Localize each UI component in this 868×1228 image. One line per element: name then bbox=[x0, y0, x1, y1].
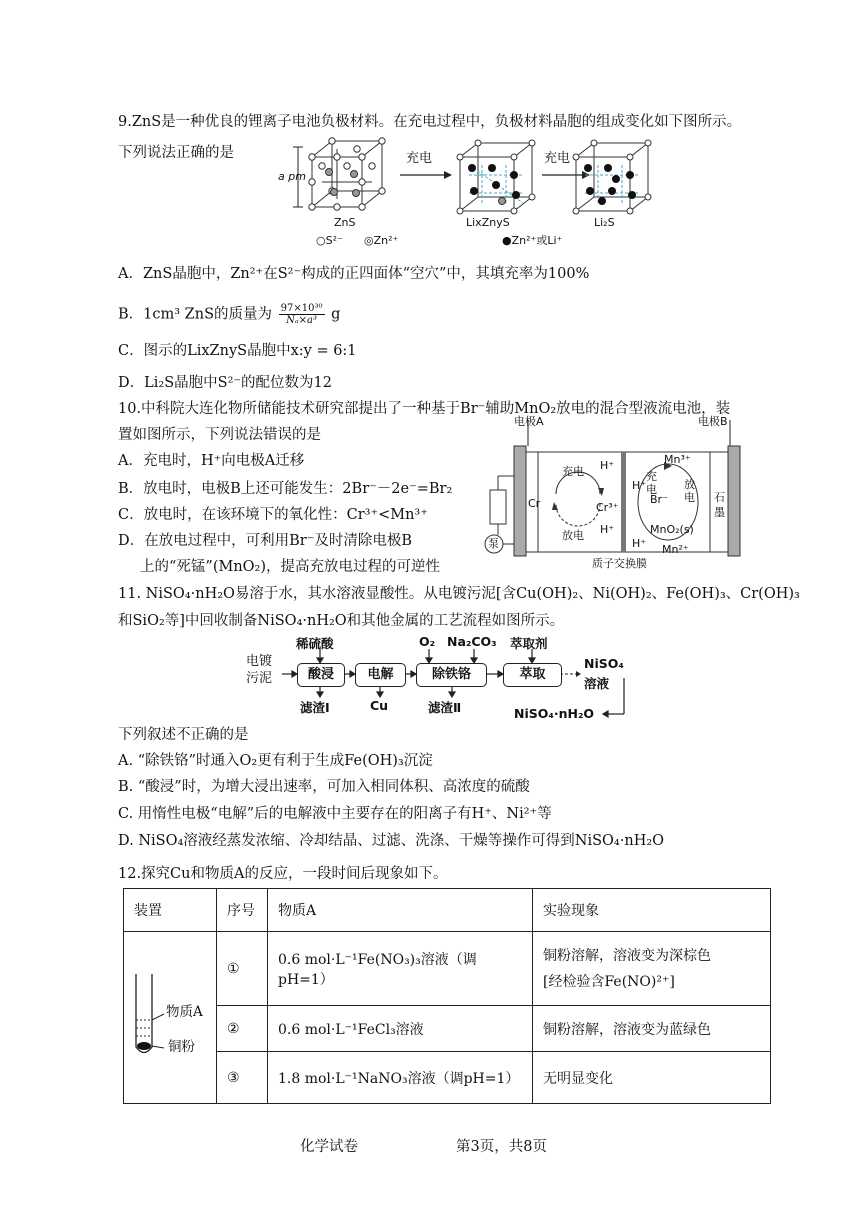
q10-stem-line1: 10.中科院大连化物所储能技术研究部提出了一种基于Br⁻辅助MnO₂放电的混合型液流电池，装 bbox=[118, 401, 731, 417]
footer-page-number: 第3页，共8页 bbox=[456, 1139, 547, 1155]
q11-option-d: D. NiSO₄溶液经蒸发浓缩、冷却结晶、过滤、洗涤、干燥等操作可得到NiSO₄·nH₂O bbox=[118, 833, 665, 849]
charge-label: 充电 bbox=[562, 465, 584, 478]
flow-residue-2: 滤渣Ⅱ bbox=[428, 700, 462, 715]
row-1-substance: 0.6 mol·L⁻¹Fe(NO₃)₃溶液（调pH=1） bbox=[268, 932, 533, 1006]
q9-stem-line1: 9.ZnS是一种优良的锂离子电池负极材料。在充电过程中，负极材料晶胞的组成变化如下图所示。 bbox=[118, 114, 742, 130]
cell-label-lixznys: LixZnyS bbox=[466, 216, 510, 229]
flow-input-line1: 电镀 bbox=[246, 654, 273, 669]
discharge-label: 放电 bbox=[562, 529, 584, 542]
flow-output-solution: 溶液 bbox=[584, 676, 610, 691]
mno2-label: MnO₂(s) bbox=[650, 523, 694, 536]
legend-zinc: ◎Zn²⁺ bbox=[364, 234, 399, 247]
fraction-denominator: Nₐ×a³ bbox=[286, 315, 317, 326]
q11-option-a: A. “除铁铬”时通入O₂更有利于生成Fe(OH)₃沉淀 bbox=[118, 753, 433, 769]
row-2-substance: 0.6 mol·L⁻¹FeCl₃溶液 bbox=[268, 1006, 533, 1052]
q10-option-a: A．充电时，H⁺向电极A迁移 bbox=[118, 453, 305, 469]
q11-stem-line3: 下列叙述不正确的是 bbox=[118, 727, 249, 743]
cr3-label: Cr³⁺ bbox=[596, 501, 619, 514]
row-1-phenomenon-line1: 铜粉溶解，溶液变为深棕色 bbox=[543, 947, 711, 964]
row-1-number: ① bbox=[217, 932, 268, 1006]
q12-stem: 12.探究Cu和物质A的反应，一段时间后现象如下。 bbox=[118, 866, 448, 882]
arrow-charge-label-2: 充电 bbox=[544, 151, 571, 166]
row-1-phenomenon-line2: [经检验含Fe(NO)²⁺] bbox=[543, 973, 675, 990]
cr-label: Cr bbox=[528, 497, 541, 510]
apparatus-label-copper: 铜粉 bbox=[168, 1039, 195, 1055]
discharge-vertical-label: 放电 bbox=[684, 478, 695, 504]
q11-stem-line2: 和SiO₂等]中回收制备NiSO₄·nH₂O和其他金属的工艺流程如图所示。 bbox=[118, 613, 565, 629]
row-2-number: ② bbox=[217, 1006, 268, 1052]
mn2-label: Mn²⁺ bbox=[662, 543, 689, 556]
flow-final-product: NiSO₄·nH₂O bbox=[514, 706, 595, 721]
h-plus-label-3: H⁺ bbox=[632, 479, 647, 492]
q9-option-b-unit: g bbox=[331, 306, 341, 323]
electrode-a-label: 电极A bbox=[514, 415, 544, 428]
h-plus-label-2: H⁺ bbox=[600, 523, 615, 536]
br-label: Br⁻ bbox=[650, 493, 668, 506]
q9-crystal-figure bbox=[276, 135, 696, 250]
flow-input-line2: 污泥 bbox=[246, 671, 273, 686]
flow-reagent-oxygen: O₂ bbox=[419, 634, 436, 649]
q10-option-d-line2: 上的“死锰”(MnO₂)，提高充放电过程的可逆性 bbox=[140, 559, 441, 575]
cell-label-li2s: Li₂S bbox=[594, 216, 615, 229]
header-phenomenon: 实验现象 bbox=[533, 889, 771, 932]
q11-process-flow bbox=[246, 634, 632, 722]
charge-vertical-label: 充电 bbox=[646, 470, 657, 496]
apparatus-cell bbox=[124, 932, 217, 1104]
fraction-numerator: 97×10³⁰ bbox=[280, 303, 323, 314]
table-row bbox=[124, 1006, 771, 1052]
graphite-label: 石墨 bbox=[714, 491, 725, 519]
q9-option-c: C．图示的LixZnyS晶胞中x:y = 6:1 bbox=[118, 343, 357, 359]
flow-product-copper: Cu bbox=[370, 698, 389, 713]
row-3-phenomenon: 无明显变化 bbox=[533, 1052, 771, 1104]
header-apparatus: 装置 bbox=[124, 889, 217, 932]
q11-option-c: C. 用惰性电极“电解”后的电解液中主要存在的阳离子有H⁺、Ni²⁺等 bbox=[118, 806, 552, 822]
cell-label-zns: ZnS bbox=[334, 216, 356, 229]
row-3-number: ③ bbox=[217, 1052, 268, 1104]
q11-stem-line1: 11. NiSO₄·nH₂O易溶于水，其水溶液显酸性。从电镀污泥[含Cu(OH)₂、Ni(OH)₂、Fe(OH)₃、Cr(OH)₃ bbox=[118, 586, 800, 602]
q10-option-b: B．放电时，电极B上还可能发生：2Br⁻－2e⁻=Br₂ bbox=[118, 481, 453, 497]
flow-output-nickel-sulfate: NiSO₄ bbox=[584, 656, 624, 671]
row-3-substance: 1.8 mol·L⁻¹NaNO₃溶液（调pH=1） bbox=[268, 1052, 533, 1104]
header-substance: 物质A bbox=[268, 889, 533, 932]
q10-option-d-line1: D．在放电过程中，可利用Br⁻及时清除电极B bbox=[118, 533, 413, 549]
q9-option-b-text: B．1cm³ ZnS的质量为 bbox=[118, 306, 273, 323]
h-plus-label-1: H⁺ bbox=[600, 459, 615, 472]
arrow-charge-label-1: 充电 bbox=[406, 151, 433, 166]
flow-step-acid-leach: 酸浸 bbox=[297, 663, 345, 687]
flow-residue-1: 滤渣Ⅰ bbox=[300, 700, 330, 715]
row-2-phenomenon: 铜粉溶解，溶液变为蓝绿色 bbox=[533, 1006, 771, 1052]
h-plus-label-4: H⁺ bbox=[632, 537, 647, 550]
flow-reagent-sodium-carbonate: Na₂CO₃ bbox=[447, 634, 497, 649]
q11-option-b: B. “酸浸”时，为增大浸出速率，可加入相同体积、高浓度的硫酸 bbox=[118, 779, 530, 795]
legend-zinc-or-lithium: ●Zn²⁺或Li⁺ bbox=[502, 234, 563, 247]
pump-label: 泵 bbox=[488, 537, 499, 550]
header-number: 序号 bbox=[217, 889, 268, 932]
row-1-phenomenon bbox=[533, 932, 771, 1006]
flow-reagent-extractant: 萃取剂 bbox=[510, 636, 548, 651]
q9-option-b-fraction bbox=[279, 303, 325, 326]
table-header-row bbox=[124, 889, 771, 932]
flow-reagent-sulfuric-acid: 稀硫酸 bbox=[296, 636, 334, 651]
table-row bbox=[124, 932, 771, 1006]
q9-option-a: A．ZnS晶胞中，Zn²⁺在S²⁻构成的正四面体“空穴”中，其填充率为100% bbox=[118, 266, 590, 282]
flow-step-extraction: 萃取 bbox=[503, 663, 562, 687]
flow-step-electrolysis: 电解 bbox=[355, 663, 406, 687]
electrode-b-label: 电极B bbox=[698, 415, 728, 428]
q9-stem-line2: 下列说法正确的是 bbox=[118, 145, 234, 161]
legend-sulfide: ○S²⁻ bbox=[316, 234, 343, 247]
mn3-label: Mn³⁺ bbox=[664, 453, 691, 466]
footer-subject: 化学试卷 bbox=[300, 1139, 358, 1155]
q10-option-c: C．放电时，在该环境下的氧化性：Cr³⁺<Mn³⁺ bbox=[118, 507, 428, 523]
table-row bbox=[124, 1052, 771, 1104]
q10-flow-battery-figure bbox=[478, 416, 746, 576]
flow-step-remove-fe-cr: 除铁铬 bbox=[416, 663, 487, 687]
q12-experiment-table bbox=[123, 888, 771, 1104]
apparatus-label-substance: 物质A bbox=[166, 1004, 203, 1020]
q9-option-d: D．Li₂S晶胞中S²⁻的配位数为12 bbox=[118, 375, 332, 391]
lattice-constant-label: a pm bbox=[278, 170, 306, 183]
membrane-label: 质子交换膜 bbox=[592, 557, 647, 570]
flow-battery-drawing bbox=[478, 416, 746, 576]
q10-stem-line2: 置如图所示，下列说法错误的是 bbox=[118, 427, 321, 443]
q9-option-b bbox=[118, 303, 340, 326]
